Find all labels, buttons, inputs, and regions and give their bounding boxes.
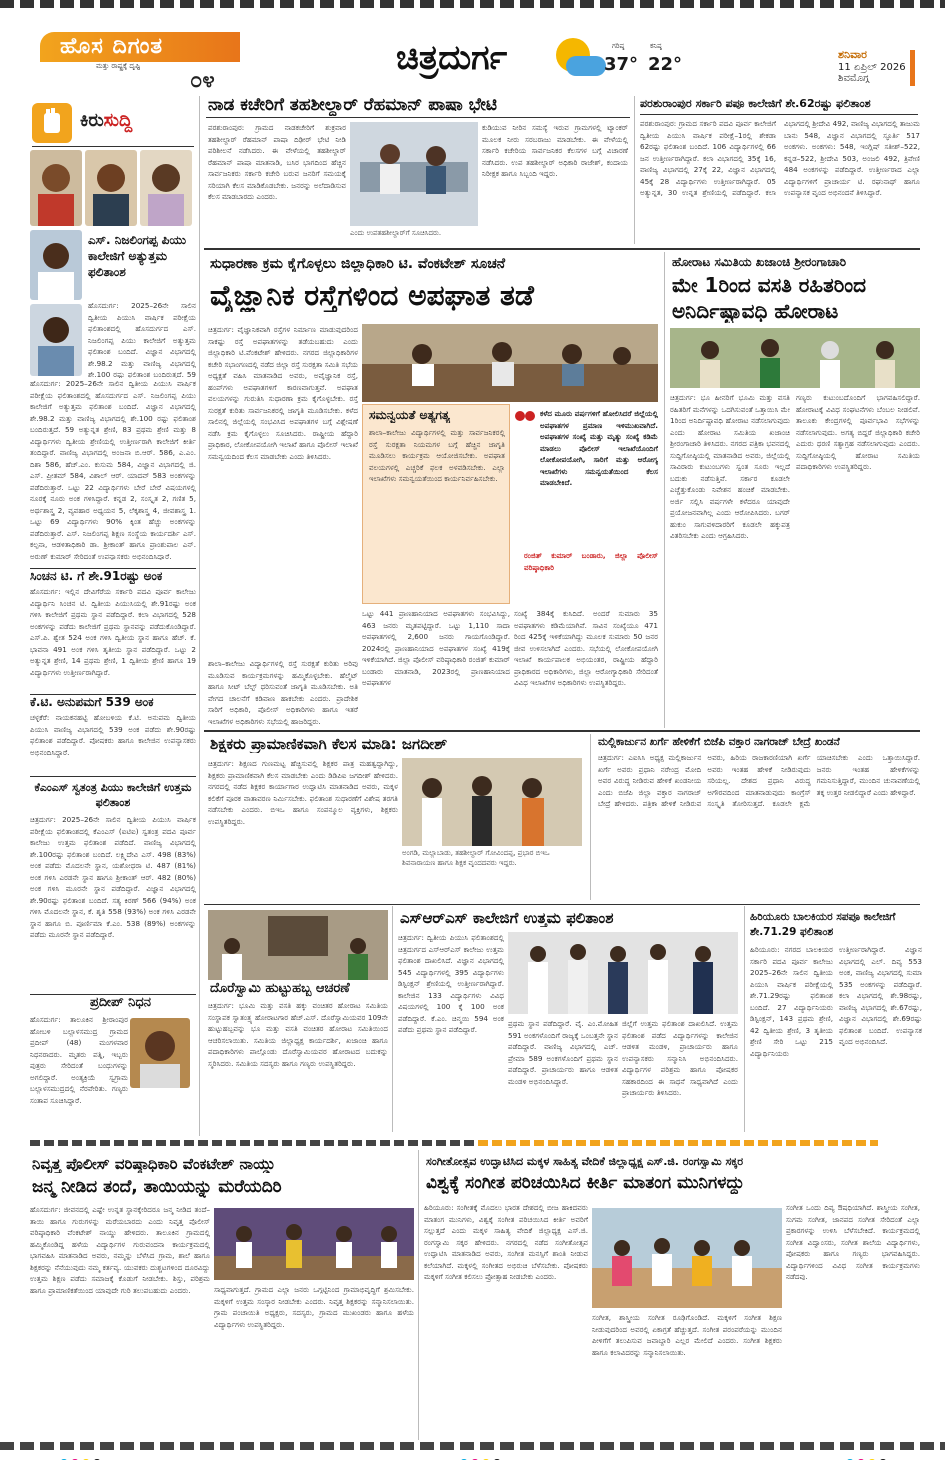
photo-caption: ಅಂಗಡಿ, ಮಲ್ಲಾಬಾಡು, ತಹಶೀಲ್ದಾರ್ ಗೋವಿಂದಪ್ಪ, ಪ್ರಭಾರ ಬಿಇಒ ಶಿವನಾರಾಯಣ ಹಾಗೂ ಶಿಕ್ಷಕ ವೃಂದದವರು ಇದ್ದರು. bbox=[402, 849, 550, 867]
column-divider bbox=[744, 906, 745, 1132]
story-headline: ಮಲ್ಲಿಕಾರ್ಜುನ ಖರ್ಗೆ ಹೇಳಿಕೆಗೆ ಬಿಜೆಪಿ ವಕ್ತಾರ ನಾಗರಾಜ್ ಬೇದ್ರೆ ಖಂಡನೆ bbox=[598, 736, 840, 748]
column-divider bbox=[418, 1150, 419, 1440]
registration-dots bbox=[460, 1452, 504, 1460]
section-rule bbox=[204, 248, 920, 250]
masthead-accent bbox=[910, 50, 915, 86]
lead-photo bbox=[362, 324, 658, 402]
story-body-continued: ಹೊಸದುರ್ಗ: 2025–26ನೇ ಸಾಲಿನ ದ್ವಿತೀಯ ಪಿಯುಸಿ ವಾರ್ಷಿಕ ಪರೀಕ್ಷೆಯ ಫಲಿತಾಂಶದಲ್ಲಿ ಹೊಸದುರ್ಗದ ಎಸ್. ನಿಜಲಿಂಗಪ್ಪ ಪಿಯು ಕಾಲೇಜಿಗೆ ಅತ್ಯುತ್ತಮ ಫಲಿತಾಂಶ ಬಂದಿದೆ. ವಿಜ್ಞಾನ ವಿಭಾಗದಲ್ಲಿ ಶೇ.98.2 ಮತ್ತು ವಾಣಿಜ್ಯ ವಿಭಾಗದಲ್ಲಿ ಶೇ.100 ರಷ್ಟು ಫಲಿತಾಂಶ ಬಂದಿರುತ್ತದೆ. 59 ಅತ್ಯುನ್ನತ ಶ್ರೇಣಿ, 83 ಪ್ರಥಮ ಶ್ರೇಣಿ ಮತ್ತು 8 ವಿದ್ಯಾರ್ಥಿಗಳು ದ್ವಿತೀಯ ಶ್ರೇಣಿಯಲ್ಲಿ ಉತ್ತೀರ್ಣರಾಗಿ ಕಾಲೇಜಿಗೆ ಕೀರ್ತಿ ತಂದಿದ್ದಾರೆ. ವಾಣಿಜ್ಯ ವಿಭಾಗದಲ್ಲಿ ಅಂಜನಾ ಬಿ.ಆರ್. 586, ಎ.ಎಂ. ದಿಶಾ 586, ಹೆಚ್.ಎಂ. ಕುಸುಮ 584, ವಿಜ್ಞಾನ ವಿಭಾಗದಲ್ಲಿ ಜಿ. ಎಸ್. ಪ್ರೀತಮ್ 584, ವಿಶಾಲ್ ಆರ್. ಯಾದವ್ 583 ಅಂಕಗಳನ್ನು ಪಡೆದಿರುತ್ತಾರೆ. ಒಟ್ಟು 22 ವಿದ್ಯಾರ್ಥಿಗಳು ಬೇರೆ ಬೇರೆ ವಿಷಯಗಳಲ್ಲಿ ನೂರಕ್ಕೆ ನೂರು ಅಂಕ ಗಳಿಸಿದ್ದಾರೆ. ಕನ್ನಡ 2, ಸಂಸ್ಕೃತ 2, ಗಣಿತ 5, ಅರ್ಥಶಾಸ್ತ್ರ 2, ವ್ಯವಹಾರ ಅಧ್ಯಯನ 5, ಲೆಕ್ಕಶಾಸ್ತ್ರ 4, ಜೀವಶಾಸ್ತ್ರ 1. ಒಟ್ಟು 69 ವಿದ್ಯಾರ್ಥಿಗಳು 90% ಕ್ಕಿಂತ ಹೆಚ್ಚು ಅಂಕಗಳನ್ನು ಪಡೆದಿರುತ್ತಾರೆ. ಎಸ್. ನಿಜಲಿಂಗಪ್ಪ ಶಿಕ್ಷಣ ಸಂಸ್ಥೆಯ ಕಾರ್ಯದರ್ಶಿ ಎಸ್. ಕಲ್ಪನಾ, ಆಡಳಿತಾಧಿಕಾರಿ ಡಾ. ಶ್ರೀಕಾಂತ್ ಹಾಗೂ ಪ್ರಾಂಶುಪಾಲ ಎನ್. ಅರುಣ್ ಕುಮಾರ್ ಸೇರಿದಂತೆ ಉಪನ್ಯಾಸಕರು ಅಭಿನಂದಿಸಿದ್ದಾರೆ. bbox=[30, 379, 196, 560]
story-photo bbox=[508, 932, 738, 1014]
story-body: ಹೊಸದುರ್ಗ: ತಾಲೂಕಿನ ಶ್ರೀರಾಂಪುರ ಹೋಬಳಿ ಬಲ್ಲಾಳಸಮುದ್ರ ಗ್ರಾಮದ ಪ್ರದೀಪ್ (48) ಮಂಗಳವಾರ ನಿಧನರಾದರು. ಮೃತರು ಪತ್ನಿ, ಇಬ್ಬರು ಪುತ್ರರು ಸೇರಿದಂತೆ ಬಂಧುಗಳನ್ನು ಅಗಲಿದ್ದಾರೆ. ಅಂತ್ಯಕ್ರಿಯೆ ಸ್ವಗ್ರಾಮ ಬಲ್ಲಾಳಸಮುದ್ರದಲ್ಲಿ ನೆರವೇರಿತು. ಗಣ್ಯರು ಸಂತಾಪ ಸೂಚಿಸಿದ್ದಾರೆ. bbox=[30, 1015, 128, 1105]
column-divider bbox=[199, 96, 200, 1136]
city-name: ಚಿತ್ರದುರ್ಗ bbox=[396, 38, 508, 78]
divider bbox=[30, 994, 196, 995]
story-headline: ವಿಶ್ವಕ್ಕೆ ಸಂಗೀತ ಪರಿಚಯಿಸಿದ ಕೀರ್ತಿ ಮಾತಂಗ ಮುನಿಗಳದ್ದು bbox=[426, 1174, 745, 1193]
logo-title: ಹೊಸ ದಿಗಂತ bbox=[60, 34, 164, 59]
date-block bbox=[838, 48, 906, 84]
section-strip bbox=[30, 1140, 475, 1146]
lead-headline: ವೈಜ್ಞಾನಿಕ ರಸ್ತೆಗಳಿಂದ ಅಪಘಾತ ತಡೆ bbox=[210, 280, 534, 312]
section-rule bbox=[204, 904, 920, 905]
story-photo bbox=[208, 910, 388, 980]
column-divider bbox=[634, 96, 635, 244]
story-headline: ಪರಶುರಾಂಪುರ ಸರ್ಕಾರಿ ಪಪೂ ಕಾಲೇಜಿಗೆ ಶೇ.62ರಷ್ಟು ಫಲಿತಾಂಶ bbox=[640, 98, 871, 110]
story-headline: ಎಸ್‌ಆರ್‌ಎಸ್ ಕಾಲೇಜಿಗೆ ಉತ್ತಮ ಫಲಿತಾಂಶ bbox=[400, 910, 614, 927]
divider bbox=[30, 694, 196, 695]
column-divider bbox=[664, 252, 665, 728]
story-body: ಚಿತ್ರದುರ್ಗ: ಭೂ ಹೀನರಿಗೆ ಭೂಮಿ ಮತ್ತು ವಸತಿ ರಹಿತರಿಗೆ ಮನೆಗಳನ್ನು ಒದಗಿಸುವಂತೆ ಒತ್ತಾಯಿಸಿ ಮೇ 1ರಿಂದ ಅನಿರ್ದಿಷ್ಟಾವಧಿ ಹೋರಾಟ ನಡೆಸಲಾಗುವುದು ಎಂದು ಹೋರಾಟ ಸಮಿತಿಯ ಖಜಾಂಚಿ ಶ್ರೀರಂಗಾಚಾರಿ ತಿಳಿಸಿದರು. ನಗರದ ಪತ್ರಿಕಾ ಭವನದಲ್ಲಿ ಸುದ್ದಿಗೋಷ್ಠಿಯಲ್ಲಿ ಮಾತನಾಡಿದ ಅವರು, ಜಿಲ್ಲೆಯಲ್ಲಿ ಸಾವಿರಾರು ಕುಟುಂಬಗಳು ಸ್ವಂತ ಸೂರು ಇಲ್ಲದೆ ಬದುಕು ನಡೆಸುತ್ತಿವೆ. ಸರ್ಕಾರ ಕೂಡಲೇ ಎಚ್ಚೆತ್ತುಕೊಂಡು ನಿವೇಶನ ಹಂಚಿಕೆ ಮಾಡಬೇಕು. ಅರ್ಜಿ ಸಲ್ಲಿಸಿ ವರ್ಷಗಳೇ ಕಳೆದರೂ ಯಾವುದೇ ಪ್ರಯೋಜನವಾಗಿಲ್ಲ ಎಂದು ಆರೋಪಿಸಿದರು. ಬಗರ್ ಹುಕುಂ ಸಾಗುವಳಿದಾರರಿಗೆ ಕೂಡಲೇ ಹಕ್ಕುಪತ್ರ ವಿತರಿಸಬೇಕು ಎಂದು ಆಗ್ರಹಿಸಿದರು. bbox=[670, 393, 790, 540]
max-temp-label: ಗರಿಷ್ಠ bbox=[612, 42, 625, 50]
student-photo bbox=[30, 230, 82, 300]
story-body: ಒಟ್ಟು 441 ಪ್ರಾಣಹಾನಿಯಾದ ಅಪಘಾತಗಳು ಸಂಭವಿಸಿದ್ದು, 463 ಜನರು ಮೃತಪಟ್ಟಿದ್ದಾರೆ. ಒಟ್ಟು 1,110 ಸಾದಾ ಅಪಘಾತಗಳಲ್ಲಿ 2,600 ಜನರು ಗಾಯಗೊಂಡಿದ್ದಾರೆ. 2024ರಲ್ಲಿ ಪ್ರಾಣಹಾನಿಯಾದ ಅಪಘಾತಗಳ ಸಂಖ್ಯೆ 419ಕ್ಕೆ ಇಳಿಕೆಯಾಗಿದೆ. ಜಿಲ್ಲಾ ಪೊಲೀಸ್ ವರಿಷ್ಠಾಧಿಕಾರಿ ರಂಜಿತ್ ಕುಮಾರ್ ಬಂಡಾರು ಮಾತನಾಡಿ, 2023ರಲ್ಲಿ ಪ್ರಾಣಹಾನಿಯಾದ ಅಪಘಾತಗಳ bbox=[362, 609, 510, 687]
story-photo bbox=[214, 1208, 414, 1280]
date: 11 ಏಪ್ರಿಲ್ 2026 bbox=[838, 62, 906, 73]
story-body: ಚಿತ್ರದುರ್ಗ: ವೈಜ್ಞಾನಿಕವಾಗಿ ರಸ್ತೆಗಳ ನಿರ್ಮಾಣ ಮಾಡುವುದರಿಂದ ಸಾಕಷ್ಟು ರಸ್ತೆ ಅಪಘಾತಗಳನ್ನು ತಡೆಯಬಹುದು ಎಂದು ಜಿಲ್ಲಾಧಿಕಾರಿ ಟಿ.ವೆಂಕಟೇಶ್ ಹೇಳಿದರು. ನಗರದ ಜಿಲ್ಲಾಧಿಕಾರಿಗಳ ಕಚೇರಿ ಸಭಾಂಗಣದಲ್ಲಿ ನಡೆದ ಜಿಲ್ಲಾ ರಸ್ತೆ ಸುರಕ್ಷತಾ ಸಮಿತಿ ಸಭೆಯ ಅಧ್ಯಕ್ಷತೆ ವಹಿಸಿ ಮಾತನಾಡಿದ ಅವರು, ಅವೈಜ್ಞಾನಿಕ ರಸ್ತೆ, ಹಂಪ್‌ಗಳು ಅಪಘಾತಗಳಿಗೆ ಕಾರಣವಾಗುತ್ತವೆ. ಅಪಘಾತ ವಲಯಗಳನ್ನು ಗುರುತಿಸಿ ಸುಧಾರಣಾ ಕ್ರಮ ಕೈಗೊಳ್ಳಬೇಕು. ರಸ್ತೆ ಸುರಕ್ಷತೆ ಕುರಿತು ಸಾರ್ವಜನಿಕರಲ್ಲಿ ಜಾಗೃತಿ ಮೂಡಿಸಬೇಕು. ಕಳೆದ ಸಾಲಿನಲ್ಲಿ ಜಿಲ್ಲೆಯಲ್ಲಿ ಸಂಭವಿಸಿದ ಅಪಘಾತಗಳ ಬಗ್ಗೆ ವಿಶ್ಲೇಷಣೆ ನಡೆಸಿ ಕ್ರಮ ಕೈಗೊಳ್ಳಲು ಸೂಚಿಸಿದರು. ರಾಷ್ಟ್ರೀಯ ಹೆದ್ದಾರಿ ಪ್ರಾಧಿಕಾರ, ಲೋಕೋಪಯೋಗಿ ಇಲಾಖೆ ಹಾಗೂ ಪೊಲೀಸ್ ಇಲಾಖೆ ಸಮನ್ವಯದಿಂದ ಕೆಲಸ ಮಾಡಬೇಕು ಎಂದು ತಿಳಿಸಿದರು. bbox=[208, 325, 358, 461]
story-body: ಶಾಲಾ–ಕಾಲೇಜು ವಿದ್ಯಾರ್ಥಿಗಳಲ್ಲಿ ರಸ್ತೆ ಸುರಕ್ಷತೆ ಕುರಿತು ಅರಿವು ಮೂಡಿಸುವ ಕಾರ್ಯಕ್ರಮಗಳನ್ನು ಹಮ್ಮಿಕೊಳ್ಳಬೇಕು. ಹೆಲ್ಮೆಟ್ ಹಾಗೂ ಸೀಟ್ ಬೆಲ್ಟ್ ಧರಿಸುವಂತೆ ಜಾಗೃತಿ ಮೂಡಿಸಬೇಕು. ಅತಿ ವೇಗದ ಚಾಲನೆಗೆ ಕಡಿವಾಣ ಹಾಕಬೇಕು ಎಂದರು. ಪ್ರಾದೇಶಿಕ ಸಾರಿಗೆ ಅಧಿಕಾರಿ, ಪೊಲೀಸ್ ಅಧಿಕಾರಿಗಳು ಹಾಗೂ ಇತರೆ ಇಲಾಖೆಗಳ ಅಧಿಕಾರಿಗಳು ಸಭೆಯಲ್ಲಿ ಹಾಜರಿದ್ದರು. bbox=[208, 659, 358, 726]
box-headline: ಸಮನ್ವಯತೆ ಅತ್ಯಗತ್ಯ bbox=[369, 409, 450, 422]
obituary-photo bbox=[130, 1018, 190, 1088]
divider bbox=[30, 776, 196, 777]
weekday: ಶನಿವಾರ bbox=[838, 48, 867, 61]
sidebar-rule bbox=[32, 146, 194, 147]
story-body: ಕುಡಿಯುವ ನೀರಿನ ಸಮಸ್ಯೆ ಇರುವ ಗ್ರಾಮಗಳಲ್ಲಿ ಟ್ಯಾಂಕರ್ ಮೂಲಕ ನೀರು ಸರಬರಾಜು ಮಾಡಬೇಕು. ಈ ವೇಳೆಯಲ್ಲಿ ಸರ್ಕಾರಿ ಕಚೇರಿಯ ಸಾರ್ವಜನಿಕರ ಕೆಲಸಗಳ ಬಗ್ಗೆ ವಿಚಾರಣೆ ನಡೆಸಿದರು. ಉಪ ತಹಶೀಲ್ದಾರ್ ಅಧಿಕಾರಿ ರಾಜೇಶ್, ಕಂದಾಯ ನಿರೀಕ್ಷಕ ಹಾಗೂ ಸಿಬ್ಬಂದಿ ಇದ್ದರು. bbox=[482, 123, 628, 178]
story-body: ಚಿತ್ರದುರ್ಗ: 2025–26ನೇ ಸಾಲಿನ ದ್ವಿತೀಯ ಪಿಯುಸಿ ವಾರ್ಷಿಕ ಪರೀಕ್ಷೆಯ ಫಲಿತಾಂಶದಲ್ಲಿ ಕೆಎಂಎಸ್ (ಐಟಿಐ) ಸ್ವತಂತ್ರ ಪದವಿ ಪೂರ್ವ ಕಾಲೇಜು ಉತ್ತಮ ಫಲಿತಾಂಶ ಪಡೆದಿದೆ. ವಾಣಿಜ್ಯ ವಿಭಾಗದಲ್ಲಿ ಶೇ.100ರಷ್ಟು ಫಲಿತಾಂಶ ಬಂದಿದೆ. ಲಕ್ಷ್ಮಿದೇವಿ ಎಸ್. 498 (83%) ಅಂಕ ಪಡೆದು ಮೊದಲನೇ ಸ್ಥಾನ, ಯಶೋಧರಾ ಟಿ. 487 (81%) ಅಂಕ ಗಳಿಸಿ ಎರಡನೇ ಸ್ಥಾನ ಹಾಗೂ ಶ್ರೀಕಾಂತ್ ಆರ್. 482 (80%) ಅಂಕ ಗಳಿಸಿ ಮೂರನೇ ಸ್ಥಾನ ಪಡೆದಿದ್ದಾರೆ. ವಿಜ್ಞಾನ ವಿಭಾಗದಲ್ಲಿ ಶೇ.90ರಷ್ಟು ಫಲಿತಾಂಶ ಬಂದಿದೆ. ಸತ್ಯ ಕಿರಣ್ 566 (94%) ಅಂಕ ಗಳಿಸಿ ಮೊದಲನೇ ಸ್ಥಾನ, ಕೆ. ಶೃತಿ 558 (93%) ಅಂಕ ಗಳಿಸಿ ಎರಡನೇ ಸ್ಥಾನ ಹಾಗೂ ಬಿ. ಪೂರ್ಣಿಮಾ ಕೆ.ಎಂ. 538 (89%) ಅಂಕಗಳನ್ನು ಪಡೆದು ಮೂರನೇ ಸ್ಥಾನ ಪಡೆದಿದ್ದಾರೆ. bbox=[30, 815, 196, 939]
story-body: ಚಿತ್ರದುರ್ಗ: ದ್ವಿತೀಯ ಪಿಯುಸಿ ಫಲಿತಾಂಶದಲ್ಲಿ ಚಿತ್ರದುರ್ಗದ ಎಸ್‌ಆರ್‌ಎಸ್ ಕಾಲೇಜು ಉತ್ತಮ ಫಲಿತಾಂಶ ದಾಖಲಿಸಿದೆ. ವಿಜ್ಞಾನ ವಿಭಾಗದಲ್ಲಿ 545 ವಿದ್ಯಾರ್ಥಿಗಳಲ್ಲಿ 395 ವಿದ್ಯಾರ್ಥಿಗಳು ಡಿಸ್ಟಿಂಕ್ಷನ್ ಶ್ರೇಣಿಯಲ್ಲಿ ಉತ್ತೀರ್ಣರಾಗಿದ್ದಾರೆ. ಕಾಲೇಜಿನ 133 ವಿದ್ಯಾರ್ಥಿಗಳು ವಿವಿಧ ವಿಷಯಗಳಲ್ಲಿ 100 ಕ್ಕೆ 100 ಅಂಕ ಪಡೆದಿದ್ದಾರೆ. ಕೆ.ಎಂ. ಚಿನ್ಮಯಿ 594 ಅಂಕ ಪಡೆದು ಪ್ರಥಮ ಸ್ಥಾನ ಪಡೆದಿದ್ದಾರೆ. bbox=[398, 933, 504, 1034]
page-number: ೦೪ bbox=[190, 68, 215, 93]
masthead bbox=[0, 8, 945, 100]
story-body: ಗಣ್ಯರು ಕುಟುಂಬದೊಂದಿಗೆ ಭಾಗವಹಿಸಲಿದ್ದಾರೆ. ಹೋರಾಟಕ್ಕೆ ವಿವಿಧ ಸಂಘಟನೆಗಳು ಬೆಂಬಲ ನೀಡಲಿವೆ. ತಾಲೂಕು ಕೇಂದ್ರಗಳಲ್ಲಿ ಪೂರ್ವಭಾವಿ ಸಭೆಗಳನ್ನು ನಡೆಸಲಾಗುವುದು. ಅಗತ್ಯ ಬಿದ್ದರೆ ಜಿಲ್ಲಾಧಿಕಾರಿ ಕಚೇರಿ ಎದುರು ಧರಣಿ ಸತ್ಯಾಗ್ರಹ ನಡೆಸಲಾಗುವುದು ಎಂದರು. ಸುದ್ದಿಗೋಷ್ಠಿಯಲ್ಲಿ ಹೋರಾಟ ಸಮಿತಿಯ ಪದಾಧಿಕಾರಿಗಳು ಉಪಸ್ಥಿತರಿದ್ದರು. bbox=[796, 393, 920, 471]
divider bbox=[206, 117, 630, 118]
story-headline: ಸಿಂಚನ ಟಿ. ಗೆ ಶೇ.91ರಷ್ಟು ಅಂಕ bbox=[30, 570, 163, 583]
kiru-suddi-title bbox=[80, 110, 132, 131]
student-photo bbox=[85, 150, 137, 226]
story-photo bbox=[350, 122, 478, 226]
right-headline: ಮೇ 1ರಿಂದ ವಸತಿ ರಹಿತರಿಂದ bbox=[672, 274, 867, 297]
right-headline-2: ಅನಿರ್ದಿಷ್ಟಾವಧಿ ಹೋರಾಟ bbox=[672, 300, 839, 323]
story-photo bbox=[670, 328, 920, 388]
story-body: ಪರಶುರಾಂಪುರ: ಗ್ರಾಮದ ಸರ್ಕಾರಿ ಪದವಿ ಪೂರ್ವ ಕಾಲೇಜಿಗೆ ದ್ವಿತೀಯ ಪಿಯುಸಿ ವಾರ್ಷಿಕ ಪರೀಕ್ಷೆ–1ರಲ್ಲಿ ಶೇಕಡಾ 62ರಷ್ಟು ಫಲಿತಾಂಶ ಬಂದಿದೆ. 106 ವಿದ್ಯಾರ್ಥಿಗಳಲ್ಲಿ 66 ಜನ ಉತ್ತೀರ್ಣರಾಗಿದ್ದಾರೆ. ಕಲಾ ವಿಭಾಗದಲ್ಲಿ 35ಕ್ಕೆ 16, ವಾಣಿಜ್ಯ ವಿಭಾಗದಲ್ಲಿ 27ಕ್ಕೆ 22, ವಿಜ್ಞಾನ ವಿಭಾಗದಲ್ಲಿ 45ಕ್ಕೆ 28 ವಿದ್ಯಾರ್ಥಿಗಳು ಉತ್ತೀರ್ಣರಾಗಿದ್ದಾರೆ. 05 ಅತ್ಯುನ್ನತ, 30 ಉನ್ನತ ಶ್ರೇಣಿಯಲ್ಲಿ ಪಡೆದಿದ್ದಾರೆ. ಕಲಾ ವಿಭಾಗದಲ್ಲಿ ಶ್ರೀದೇವಿ 492, ವಾಣಿಜ್ಯ ವಿಭಾಗದಲ್ಲಿ ತಾಜುಮ ಬಾನು 548, ವಿಜ್ಞಾನ ವಿಭಾಗದಲ್ಲಿ ಸ್ಫೂರ್ತಿ 517 ಅಂಕಗಳು. ಅಂಕಗಳು: 548, ಇಂಗ್ಲಿಷ್ ಸತೀಶ್–522, ಕನ್ನಡ–522, ಶ್ರೀದೇವಿ 503, ಅಂಜಲಿ 492, ತ್ರಿವೇಣಿ 484 ಅಂಕಗಳನ್ನು ಪಡೆದಿದ್ದಾರೆ. ಉತ್ತೀರ್ಣರಾದ ಎಲ್ಲಾ ವಿದ್ಯಾರ್ಥಿಗಳಿಗೆ ಪ್ರಾಚಾರ್ಯ ಟಿ. ರಘುನಾಥ್ ಹಾಗೂ ಉಪನ್ಯಾಸಕ ವೃಂದ ಅಭಿನಂದನೆ ತಿಳಿಸಿದ್ದಾರೆ. bbox=[640, 119, 920, 197]
quote-attribution: ರಂಜಿತ್ ಕುಮಾರ್ ಬಂಡಾರು, ಜಿಲ್ಲಾ ಪೊಲೀಸ್ ವರಿಷ್ಠಾಧಿಕಾರಿ bbox=[524, 551, 658, 572]
logo-subtitle: ಮತ್ತು ರಾಷ್ಟ್ರಕ್ಕೆ ದೃಷ್ಟಿ bbox=[96, 62, 141, 70]
story-body: ಚಿತ್ರದುರ್ಗ: ಶಿಕ್ಷಣದ ಗುಣಮಟ್ಟ ಹೆಚ್ಚಿಸುವಲ್ಲಿ ಶಿಕ್ಷಕರ ಪಾತ್ರ ಮಹತ್ವದ್ದಾಗಿದ್ದು, ಶಿಕ್ಷಕರು ಪ್ರಾಮಾಣಿಕವಾಗಿ ಕೆಲಸ ಮಾಡಬೇಕು ಎಂದು ಡಿಡಿಪಿಐ ಜಗದೀಶ್ ಹೇಳಿದರು. ನಗರದಲ್ಲಿ ನಡೆದ ಶಿಕ್ಷಕರ ಕಾರ್ಯಾಗಾರ ಉದ್ಘಾಟಿಸಿ ಮಾತನಾಡಿದ ಅವರು, ಮಕ್ಕಳ ಕಲಿಕೆಗೆ ಪೂರಕ ವಾತಾವರಣ ನಿರ್ಮಿಸಬೇಕು. ಫಲಿತಾಂಶ ಸುಧಾರಣೆಗೆ ವಿಶೇಷ ತರಗತಿ ನಡೆಸಬೇಕು ಎಂದರು. ಬಿಇಒ ಹಾಗೂ ಸಂಪನ್ಮೂಲ ವ್ಯಕ್ತಿಗಳು, ಶಿಕ್ಷಕರು ಉಪಸ್ಥಿತರಿದ್ದರು. bbox=[208, 759, 398, 826]
story-body: ಸಂಖ್ಯೆ 384ಕ್ಕೆ ಕುಸಿದಿದೆ. ಅಂದರೆ ಸುಮಾರು 35 ಅಪಘಾತಗಳು ಕಡಿಮೆಯಾಗಿವೆ. ಸಾವಿನ ಸಂಖ್ಯೆಯೂ 471 ರಿಂದ 425ಕ್ಕೆ ಇಳಿಕೆಯಾಗಿದ್ದು ಮೂಲಕ ಸುಮಾರು 50 ಜನರ ಜೀವ ಉಳಿಸಲಾಗಿದೆ ಎಂದರು. ಸಭೆಯಲ್ಲಿ ಲೋಕೋಪಯೋಗಿ ಇಲಾಖೆ ಕಾರ್ಯಪಾಲಕ ಅಭಿಯಂತರ, ರಾಷ್ಟ್ರೀಯ ಹೆದ್ದಾರಿ ಪ್ರಾಧಿಕಾರದ ಅಧಿಕಾರಿಗಳು, ಜಿಲ್ಲಾ ಆರೋಗ್ಯಾಧಿಕಾರಿ ಸೇರಿದಂತೆ ವಿವಿಧ ಇಲಾಖೆಗಳ ಅಧಿಕಾರಿಗಳು ಉಪಸ್ಥಿತರಿದ್ದರು. bbox=[514, 609, 658, 687]
story-body: ಹಿರಿಯೂರು: ನಗರದ ಬಾಲಕಿಯರ ಸರ್ಕಾರಿ ಪದವಿ ಪೂರ್ವ ಕಾಲೇಜು 2025–26ನೇ ಸಾಲಿನ ದ್ವಿತೀಯ ಪಿಯುಸಿ ವಾರ್ಷಿಕ ಪರೀಕ್ಷೆಯಲ್ಲಿ ಶೇ.71.29ರಷ್ಟು ಫಲಿತಾಂಶ ಬಂದಿದೆ. 27 ವಿದ್ಯಾರ್ಥಿನಿಯರು ಡಿಸ್ಟಿಂಕ್ಷನ್, 143 ಪ್ರಥಮ ಶ್ರೇಣಿ, 42 ದ್ವಿತೀಯ ಶ್ರೇಣಿ, 3 ತೃತೀಯ ಶ್ರೇಣಿ ಸೇರಿ ಒಟ್ಟು 215 ವಿದ್ಯಾರ್ಥಿನಿಯರು ಉತ್ತೀರ್ಣರಾಗಿದ್ದಾರೆ. ವಿಜ್ಞಾನ ವಿಭಾಗದಲ್ಲಿ ಎಲ್. ದಿವ್ಯ 553 ಅಂಕ, ವಾಣಿಜ್ಯ ವಿಭಾಗದಲ್ಲಿ ಸುಮಾ 535 ಅಂಕಗಳನ್ನು ಪಡೆದಿದ್ದಾರೆ. ಕಲಾ ವಿಭಾಗದಲ್ಲಿ ಶೇ.98ರಷ್ಟು, ವಾಣಿಜ್ಯ ವಿಭಾಗದಲ್ಲಿ ಶೇ.67ರಷ್ಟು, ವಿಜ್ಞಾನ ವಿಭಾಗದಲ್ಲಿ ಶೇ.69ರಷ್ಟು ಫಲಿತಾಂಶ ಬಂದಿದೆ. ಉಪನ್ಯಾಸಕ ವೃಂದ ಅಭಿನಂದಿಸಿದೆ. bbox=[750, 945, 922, 1058]
story-kicker: ಸಂಗೀತೋತ್ಸವ ಉದ್ಘಾಟಿಸಿದ ಮಕ್ಕಳ ಸಾಹಿತ್ಯ ವೇದಿಕೆ ಜಿಲ್ಲಾಧ್ಯಕ್ಷ ಎಸ್.ಜಿ. ರಂಗಸ್ವಾಮಿ ಸಕ್ಕರ bbox=[426, 1156, 744, 1168]
max-temp: 37° bbox=[604, 54, 639, 75]
top-register-strip bbox=[0, 0, 945, 8]
pull-quote bbox=[514, 408, 658, 604]
sidebar-box bbox=[362, 404, 510, 604]
min-temp: 22° bbox=[648, 54, 683, 75]
raised-fist-icon bbox=[32, 103, 72, 143]
story-headline: ಹಿರಿಯೂರು ಬಾಲಕಿಯರ ಸಪಪೂ ಕಾಲೇಜಿಗೆ ಶೇ.71.29 ಫಲಿತಾಂಶ bbox=[750, 911, 896, 938]
story-headline: ಪ್ರದೀಪ್ ನಿಧನ bbox=[90, 996, 151, 1010]
story-body: ಚಿತ್ರದುರ್ಗ: ಭೂಮಿ ಮತ್ತು ವಸತಿ ಹಕ್ಕು ವಂಚಿತರ ಹೋರಾಟ ಸಮಿತಿಯ ಸಂಸ್ಥಾಪಕ ಸ್ವಾತಂತ್ರ್ಯ ಹೋರಾಟಗಾರ ಹೆಚ್.ಎಸ್. ದೊರೆಸ್ವಾಮಿಯವರ 109ನೇ ಹುಟ್ಟುಹಬ್ಬವನ್ನು ಭೂ ಮತ್ತು ವಸತಿ ವಂಚಿತರ ಹೋರಾಟ ಸಮಿತಿಯಿಂದ ಆಚರಿಸಲಾಯಿತು. ಸಮಿತಿಯ ಜಿಲ್ಲಾಧ್ಯಕ್ಷ ಕಾರ್ಯದರ್ಶಿ, ಖಜಾಂಚಿ ಹಾಗೂ ಪದಾಧಿಕಾರಿಗಳು ಪಾಲ್ಗೊಂಡು ದೊರೆಸ್ವಾಮಿಯವರ ಹೋರಾಟದ ಬದುಕನ್ನು ಸ್ಮರಿಸಿದರು. ಸಮಿತಿಯ ಸದಸ್ಯರು ಹಾಗೂ ಗಣ್ಯರು ಉಪಸ್ಥಿತರಿದ್ದರು. bbox=[208, 1001, 388, 1068]
student-photo bbox=[30, 150, 82, 226]
story-photo bbox=[402, 758, 582, 846]
registration-dots bbox=[846, 1452, 890, 1460]
quote-text: ಕಳೆದ ಮೂರು ವರ್ಷಗಳಿಗೆ ಹೋಲಿಸಿದರೆ ಜಿಲ್ಲೆಯಲ್ಲಿ ಅಪಘಾತಗಳ ಪ್ರಮಾಣ ಇಳಿಮುಖವಾಗಿದೆ. ಅಪಘಾತಗಳ ಸಂಖ್ಯೆ ಮತ್ತು ಮೃತ್ಯು ಸಂಖ್ಯೆ ಕಡಿಮೆ ಮಾಡಲು ಪೊಲೀಸ್ ಇಲಾಖೆಯೊಂದಿಗೆ ಲೋಕೋಪಯೋಗಿ, ಸಾರಿಗೆ ಮತ್ತು ಆರೋಗ್ಯ ಇಲಾಖೆಗಳು ಸಮನ್ವಯತೆಯಿಂದ ಕೆಲಸ ಮಾಡಬೇಕಿದೆ. bbox=[540, 409, 658, 487]
story-headline: ನಾಡ ಕಚೇರಿಗೆ ತಹಶೀಲ್ದಾರ್ ರೆಹಮಾನ್ ಪಾಷಾ ಭೇಟಿ bbox=[208, 96, 497, 115]
lead-kicker: ಸುಧಾರಣಾ ಕ್ರಮ ಕೈಗೊಳ್ಳಲು ಜಿಲ್ಲಾಧಿಕಾರಿ ಟಿ. ವೆಂಕಟೇಶ್ ಸೂಚನೆ bbox=[210, 256, 506, 272]
box-body: ಶಾಲಾ–ಕಾಲೇಜು ವಿದ್ಯಾರ್ಥಿಗಳಲ್ಲಿ ಮತ್ತು ಸಾರ್ವಜನಿಕರಲ್ಲಿ ರಸ್ತೆ ಸುರಕ್ಷತಾ ನಿಯಮಗಳ ಬಗ್ಗೆ ಹೆಚ್ಚಿನ ಜಾಗೃತಿ ಮೂಡಿಸಲು ಕಾರ್ಯಕ್ರಮ ಆಯೋಜಿಸಬೇಕು. ಅಪಘಾತ ವಲಯಗಳಲ್ಲಿ ಎಚ್ಚರಿಕೆ ಫಲಕ ಅಳವಡಿಸಬೇಕು. ಎಲ್ಲಾ ಇಲಾಖೆಗಳು ಸಮನ್ವಯತೆಯಿಂದ ಕಾರ್ಯನಿರ್ವಹಿಸಬೇಕು. bbox=[369, 428, 505, 483]
registration-dots bbox=[60, 1452, 104, 1460]
column-divider bbox=[590, 734, 591, 900]
story-body: ಪರಶುರಾಂಪುರ: ಗ್ರಾಮದ ನಾಡಕಚೇರಿಗೆ ಶುಕ್ರವಾರ ತಹಶೀಲ್ದಾರ್ ರೆಹಮಾನ್ ಪಾಷಾ ದಿಢೀರ್ ಭೇಟಿ ನೀಡಿ ಪರಿಶೀಲನೆ ನಡೆಸಿದರು. ಈ ವೇಳೆಯಲ್ಲಿ ತಹಶೀಲ್ದಾರ್ ರೆಹಮಾನ್ ಪಾಷಾ ಮಾತನಾಡಿ, ಬಸಿರ ಭಾಗದಿಂದ ಹೆಚ್ಚಿನ ಸಾರ್ವಜನಿಕರು ಸರ್ಕಾರಿ ಕಚೇರಿ ಬರುವ ಜನರಿಗೆ ಸಮಯಕ್ಕೆ ಸರಿಯಾಗಿ ಕೆಲಸ ಮಾಡಿಕೊಡಬೇಕು. ಜನರನ್ನು ಅಲೆದಾಡಿಸುವ ಕೆಲಸ ಮಾಡಬಾರದು ಎಂದರು. bbox=[208, 123, 346, 201]
photo-caption: ಎಂದು ಉಪತಹಶೀಲ್ದಾರ್‌ಗೆ ಸೂಚಿಸಿದರು. bbox=[350, 229, 442, 237]
kiru-word: ಕಿರು bbox=[80, 110, 104, 131]
story-body: ಚಿತ್ರದುರ್ಗ: ಎಐಸಿಸಿ ಅಧ್ಯಕ್ಷ ಮಲ್ಲಿಕಾರ್ಜುನ ಖರ್ಗೆ ಅವರು ಪ್ರಧಾನಿ ನರೇಂದ್ರ ಮೋದಿ ಅವರ ವಿರುದ್ಧ ನೀಡಿರುವ ಹೇಳಿಕೆ ಖಂಡನೀಯ ಎಂದು ಬಿಜೆಪಿ ಜಿಲ್ಲಾ ವಕ್ತಾರ ನಾಗರಾಜ್ ಬೇದ್ರೆ ಹೇಳಿದರು. ಪತ್ರಿಕಾ ಹೇಳಿಕೆ ನೀಡಿರುವ ಅವರು, ಹಿರಿಯ ರಾಜಕಾರಣಿಯಾಗಿ ಖರ್ಗೆ ಅವರು ಇಂತಹ ಹೇಳಿಕೆ ನೀಡಿರುವುದು ಸರಿಯಲ್ಲ. ದೇಶದ ಪ್ರಧಾನಿ ವಿರುದ್ಧ ಅಗೌರವದಿಂದ ಮಾತನಾಡುವುದು ಕಾಂಗ್ರೆಸ್ ಸಂಸ್ಕೃತಿ ತೋರಿಸುತ್ತದೆ. ಕೂಡಲೇ ಕ್ಷಮೆ ಯಾಚಿಸಬೇಕು ಎಂದು ಒತ್ತಾಯಿಸಿದ್ದಾರೆ. ಜನರು ಇಂತಹ ಹೇಳಿಕೆಗಳನ್ನು ಗಮನಿಸುತ್ತಿದ್ದಾರೆ, ಮುಂದಿನ ಚುನಾವಣೆಯಲ್ಲಿ ತಕ್ಕ ಉತ್ತರ ನೀಡಲಿದ್ದಾರೆ ಎಂದು ಹೇಳಿದ್ದಾರೆ. bbox=[598, 753, 920, 808]
min-temp-label: ಕನಿಷ್ಠ bbox=[650, 42, 662, 50]
story-photo bbox=[592, 1208, 782, 1308]
story-headline: ಕೆ.ಟಿ. ಅನುಪಮಗೆ 539 ಅಂಕ bbox=[30, 696, 154, 709]
story-headline: ಜನ್ಮ ನೀಡಿದ ತಂದೆ, ತಾಯಿಯನ್ನು ಮರೆಯದಿರಿ bbox=[32, 1178, 282, 1197]
student-photo bbox=[140, 150, 192, 226]
story-body: ಹೊಸದುರ್ಗ: ಇಲ್ಲಿನ ದೇವಿಗೆರೆಯ ಸರ್ಕಾರಿ ಪದವಿ ಪೂರ್ವ ಕಾಲೇಜು ವಿದ್ಯಾರ್ಥಿನಿ ಸಿಂಚನ ಟಿ. ದ್ವಿತೀಯ ಪಿಯುಸಿಯಲ್ಲಿ ಶೇ.91ರಷ್ಟು ಅಂಕ ಗಳಿಸಿ ಕಾಲೇಜಿಗೆ ಪ್ರಥಮ ಸ್ಥಾನ ಪಡೆದಿದ್ದಾರೆ. ಕಲಾ ವಿಭಾಗದಲ್ಲಿ 528 ಅಂಕಗಳನ್ನು ಪಡೆದು ಕಾಲೇಜಿಗೆ ಪ್ರಥಮ ಸ್ಥಾನವನ್ನು ಪಡೆದುಕೊಂಡಿದ್ದಾರೆ. ಎಸ್.ಪಿ. ಶ್ವೇತ 524 ಅಂಕ ಗಳಿಸಿ ದ್ವಿತೀಯ ಸ್ಥಾನ ಹಾಗೂ ಹೆಚ್. ಕೆ. ಭಾವನಾ 491 ಅಂಕ ಗಳಿಸಿ ತೃತೀಯ ಸ್ಥಾನ ಪಡೆದಿದ್ದಾರೆ. ಒಟ್ಟು 2 ಅತ್ಯುನ್ನತ ಶ್ರೇಣಿ, 14 ಪ್ರಥಮ ಶ್ರೇಣಿ, 1 ದ್ವಿತೀಯ ಶ್ರೇಣಿ ಹಾಗೂ 19 ವಿದ್ಯಾರ್ಥಿಗಳು ಉತ್ತೀರ್ಣರಾಗಿದ್ದಾರೆ. bbox=[30, 587, 196, 677]
story-headline: ಶಿಕ್ಷಕರು ಪ್ರಾಮಾಣಿಕವಾಗಿ ಕೆಲಸ ಮಾಡಿ: ಜಗದೀಶ್ bbox=[210, 736, 448, 753]
story-body: ಹಿರಿಯೂರು: ಸಂಗೀತಕ್ಕೆ ಮೊದಲು ಭಾರತ ದೇಶದಲ್ಲಿ ಬೀಜ ಹಾಕಿದವರು ಮಾತಂಗ ಮುನಿಗಳು, ವಿಶ್ವಕ್ಕೆ ಸಂಗೀತ ಪರಿಚಯಿಸಿದ ಕೀರ್ತಿ ಅವರಿಗೆ ಸಲ್ಲುತ್ತದೆ ಎಂದು ಮಕ್ಕಳ ಸಾಹಿತ್ಯ ವೇದಿಕೆ ಜಿಲ್ಲಾಧ್ಯಕ್ಷ ಎಸ್.ಜಿ. ರಂಗಸ್ವಾಮಿ ಸಕ್ಕರ ಹೇಳಿದರು. ನಗರದಲ್ಲಿ ನಡೆದ ಸಂಗೀತೋತ್ಸವ ಉದ್ಘಾಟಿಸಿ ಮಾತನಾಡಿದ ಅವರು, ಸಂಗೀತ ಮನಸ್ಸಿಗೆ ಶಾಂತಿ ನೀಡುವ ಕಲೆಯಾಗಿದೆ. ಮಕ್ಕಳಲ್ಲಿ ಸಂಗೀತದ ಅಭಿರುಚಿ ಬೆಳೆಸಬೇಕು. ಪೋಷಕರು ಮಕ್ಕಳಿಗೆ ಸಂಗೀತ ಕಲಿಸಲು ಪ್ರೋತ್ಸಾಹ ನೀಡಬೇಕು ಎಂದರು. bbox=[424, 1203, 588, 1281]
story-body: ಚಳ್ಳಕೆರೆ: ನಾಯಕನಹಟ್ಟಿ ಹೋಬಳಿಯ ಕೆ.ಟಿ. ಅನುಪಮ ದ್ವಿತೀಯ ಪಿಯುಸಿ ವಾಣಿಜ್ಯ ವಿಭಾಗದಲ್ಲಿ 539 ಅಂಕ ಪಡೆದು ಶೇ.90ರಷ್ಟು ಫಲಿತಾಂಶ ಪಡೆದಿದ್ದಾರೆ. ಪೋಷಕರು ಹಾಗೂ ಕಾಲೇಜಿನ ಉಪನ್ಯಾಸಕರು ಅಭಿನಂದಿಸಿದ್ದಾರೆ. bbox=[30, 713, 196, 757]
story-headline: ಎಸ್. ನಿಜಲಿಂಗಪ್ಪ ಪಿಯು ಕಾಲೇಜಿಗೆ ಅತ್ಯುತ್ತಮ ಫಲಿತಾಂಶ bbox=[88, 233, 187, 279]
story-headline: ಕೆಎಂಎಸ್ ಸ್ವತಂತ್ರ ಪಿಯು ಕಾಲೇಜಿಗೆ ಉತ್ತಮ ಫಲಿತಾಂಶ bbox=[34, 781, 192, 809]
section-strip bbox=[478, 1140, 878, 1146]
story-body: ಹೊಸದುರ್ಗ: ಜೀವನದಲ್ಲಿ ಎಷ್ಟೇ ಉನ್ನತ ಸ್ಥಾನಕ್ಕೇರಿದರೂ ಜನ್ಮ ನೀಡಿದ ತಂದೆ–ತಾಯಿ ಹಾಗೂ ಗುರುಗಳನ್ನು ಮರೆಯಬಾರದು ಎಂದು ನಿವೃತ್ತ ಪೊಲೀಸ್ ವರಿಷ್ಠಾಧಿಕಾರಿ ವೆಂಕಟೇಶ್ ನಾಯ್ಡು ಹೇಳಿದರು. ತಾಲೂಕಿನ ಗ್ರಾಮದಲ್ಲಿ ಹಮ್ಮಿಕೊಂಡಿದ್ದ ಹಳೆಯ ವಿದ್ಯಾರ್ಥಿಗಳ ಗುರುವಂದನಾ ಕಾರ್ಯಕ್ರಮದಲ್ಲಿ ಭಾಗವಹಿಸಿ ಮಾತನಾಡಿದ ಅವರು, ನಮ್ಮನ್ನು ಬೆಳೆಸಿದ ಗ್ರಾಮ, ಶಾಲೆ ಹಾಗೂ ಶಿಕ್ಷಕರನ್ನು ನೆನೆಯುವುದು ನಮ್ಮ ಕರ್ತವ್ಯ. ಯುವಕರು ದುಶ್ಚಟಗಳಿಂದ ದೂರವಿದ್ದು ಉತ್ತಮ ಶಿಕ್ಷಣ ಪಡೆದು ಸಮಾಜಕ್ಕೆ ಕೊಡುಗೆ ನೀಡಬೇಕು. ಶಿಸ್ತು, ಪರಿಶ್ರಮ ಹಾಗೂ ಪ್ರಾಮಾಣಿಕತೆಯಿಂದ ಯಾವುದೇ ಗುರಿ ತಲುಪಬಹುದು ಎಂದರು. bbox=[30, 1205, 210, 1295]
column-divider bbox=[392, 906, 393, 1132]
student-photo bbox=[30, 304, 82, 376]
right-kicker: ಹೋರಾಟ ಸಮಿತಿಯ ಖಜಾಂಚಿ ಶ್ರೀರಂಗಾಚಾರಿ bbox=[672, 256, 847, 269]
story-body: ಸಂಗೀತ, ಶಾಸ್ತ್ರೀಯ ಸಂಗೀತ ರೂಢಿಗೊಂಡಿದೆ. ಮಕ್ಕಳಿಗೆ ಸಂಗೀತ ಶಿಕ್ಷಣ ನೀಡುವುದರಿಂದ ಅವರಲ್ಲಿ ಏಕಾಗ್ರತೆ ಹೆಚ್ಚುತ್ತದೆ. ಸಂಗೀತ ಪರಂಪರೆಯನ್ನು ಮುಂದಿನ ಪೀಳಿಗೆಗೆ ತಲುಪಿಸುವ ಜವಾಬ್ದಾರಿ ಎಲ್ಲರ ಮೇಲಿದೆ ಎಂದರು. ಸಂಗೀತ ಶಿಕ್ಷಕರು ಹಾಗೂ ಕಲಾವಿದರನ್ನು ಸನ್ಮಾನಿಸಲಾಯಿತು. bbox=[592, 1313, 782, 1357]
story-body: ಸಂಗೀತ ಒಂದು ದಿವ್ಯ ಔಷಧಿಯಾಗಿದೆ. ಶಾಸ್ತ್ರೀಯ ಸಂಗೀತ, ಸುಗಮ ಸಂಗೀತ, ಜಾನಪದ ಸಂಗೀತ ಸೇರಿದಂತೆ ಎಲ್ಲಾ ಪ್ರಕಾರಗಳನ್ನು ಉಳಿಸಿ ಬೆಳೆಸಬೇಕಿದೆ. ಕಾರ್ಯಕ್ರಮದಲ್ಲಿ ಸಂಗೀತ ವಿದ್ವಾಂಸರು, ಸಂಗೀತ ಶಾಲೆಯ ವಿದ್ಯಾರ್ಥಿಗಳು, ಪೋಷಕರು ಹಾಗೂ ಗಣ್ಯರು ಭಾಗವಹಿಸಿದ್ದರು. ವಿದ್ಯಾರ್ಥಿಗಳಿಂದ ವಿವಿಧ ಸಂಗೀತ ಕಾರ್ಯಕ್ರಮಗಳು ನಡೆದವು. bbox=[786, 1203, 920, 1281]
divider bbox=[30, 568, 196, 569]
story-kicker: ನಿವೃತ್ತ ಪೊಲೀಸ್ ವರಿಷ್ಠಾಧಿಕಾರಿ ವೆಂಕಟೇಶ್ ನಾಯ್ಡು bbox=[32, 1156, 276, 1173]
section-rule bbox=[204, 730, 920, 732]
story-headline: ದೊರೆಸ್ವಾಮಿ ಹುಟ್ಟುಹಬ್ಬ ಆಚರಣೆ bbox=[210, 982, 350, 996]
newspaper-logo[interactable] bbox=[40, 32, 240, 98]
edition: ಶಿವಮೊಗ್ಗ bbox=[838, 73, 870, 84]
story-body: ಹೊಸದುರ್ಗ: 2025–26ನೇ ಸಾಲಿನ ದ್ವಿತೀಯ ಪಿಯುಸಿ ವಾರ್ಷಿಕ ಪರೀಕ್ಷೆಯ ಫಲಿತಾಂಶದಲ್ಲಿ ಹೊಸದುರ್ಗದ ಎಸ್. ನಿಜಲಿಂಗಪ್ಪ ಪಿಯು ಕಾಲೇಜಿಗೆ ಅತ್ಯುತ್ತಮ ಫಲಿತಾಂಶ ಬಂದಿದೆ. ವಿಜ್ಞಾನ ವಿಭಾಗದಲ್ಲಿ ಶೇ.98.2 ಮತ್ತು ವಾಣಿಜ್ಯ ವಿಭಾಗದಲ್ಲಿ ಶೇ.100 ರಷ್ಟು ಫಲಿತಾಂಶ ಬಂದಿರುತ್ತದೆ. 59 bbox=[88, 301, 196, 378]
divider bbox=[640, 114, 918, 115]
suddi-word: ಸುದ್ದಿ bbox=[103, 110, 133, 131]
story-body: ಜಿಲ್ಲೆಗೆ ಉತ್ತಮ ಫಲಿತಾಂಶ ದಾಖಲಿಸಿದೆ. ಉತ್ತಮ ಫಲಿತಾಂಶ ಪಡೆದ ವಿದ್ಯಾರ್ಥಿಗಳನ್ನು ಕಾಲೇಜಿನ ಆಡಳಿತ ಮಂಡಳಿ, ಪ್ರಾಚಾರ್ಯರು ಹಾಗೂ ಉಪನ್ಯಾಸಕರು ಸನ್ಮಾನಿಸಿ ಅಭಿನಂದಿಸಿದರು. ವಿದ್ಯಾರ್ಥಿಗಳ ಪರಿಶ್ರಮ ಹಾಗೂ ಪೋಷಕರ ಸಹಕಾರದಿಂದ ಈ ಸಾಧನೆ ಸಾಧ್ಯವಾಗಿದೆ ಎಂದು ಪ್ರಾಚಾರ್ಯರು ತಿಳಿಸಿದರು. bbox=[622, 1019, 738, 1097]
quote-icon bbox=[514, 408, 536, 424]
story-body: ಪ್ರಥಮ ಸ್ಥಾನ ಪಡೆದಿದ್ದಾರೆ. ವೈ. ಎಂ.ಮೋಹಿತ 591 ಅಂಕಗಳೊಂದಿಗೆ ರಾಜ್ಯಕ್ಕೆ ಒಂಬತ್ತನೇ ಸ್ಥಾನ ಪಡೆದಿದ್ದಾರೆ. ವಾಣಿಜ್ಯ ವಿಭಾಗದಲ್ಲಿ ಎಚ್. ಪ್ರೇಮಾ 589 ಅಂಕಗಳೊಂದಿಗೆ ಪ್ರಥಮ ಸ್ಥಾನ ಪಡೆದಿದ್ದಾರೆ. ಪ್ರಾಚಾರ್ಯರು ಹಾಗೂ ಆಡಳಿತ ಮಂಡಳಿ ಅಭಿನಂದಿಸಿದ್ದಾರೆ. bbox=[508, 1019, 618, 1086]
story-body: ಸಾಧ್ಯವಾಗುತ್ತದೆ. ಗ್ರಾಮದ ಎಲ್ಲಾ ಜನರು ಒಗ್ಗಟ್ಟಿನಿಂದ ಗ್ರಾಮಾಭಿವೃದ್ಧಿಗೆ ಶ್ರಮಿಸಬೇಕು. ಮಕ್ಕಳಿಗೆ ಉತ್ತಮ ಸಂಸ್ಕಾರ ನೀಡಬೇಕು ಎಂದರು. ನಿವೃತ್ತ ಶಿಕ್ಷಕರನ್ನು ಸನ್ಮಾನಿಸಲಾಯಿತು. ಗ್ರಾಮ ಪಂಚಾಯಿತಿ ಅಧ್ಯಕ್ಷರು, ಸದಸ್ಯರು, ಗ್ರಾಮದ ಮುಖಂಡರು ಹಾಗೂ ಹಳೆಯ ವಿದ್ಯಾರ್ಥಿಗಳು ಉಪಸ್ಥಿತರಿದ್ದರು. bbox=[214, 1285, 414, 1329]
bottom-register-strip bbox=[0, 1442, 945, 1450]
